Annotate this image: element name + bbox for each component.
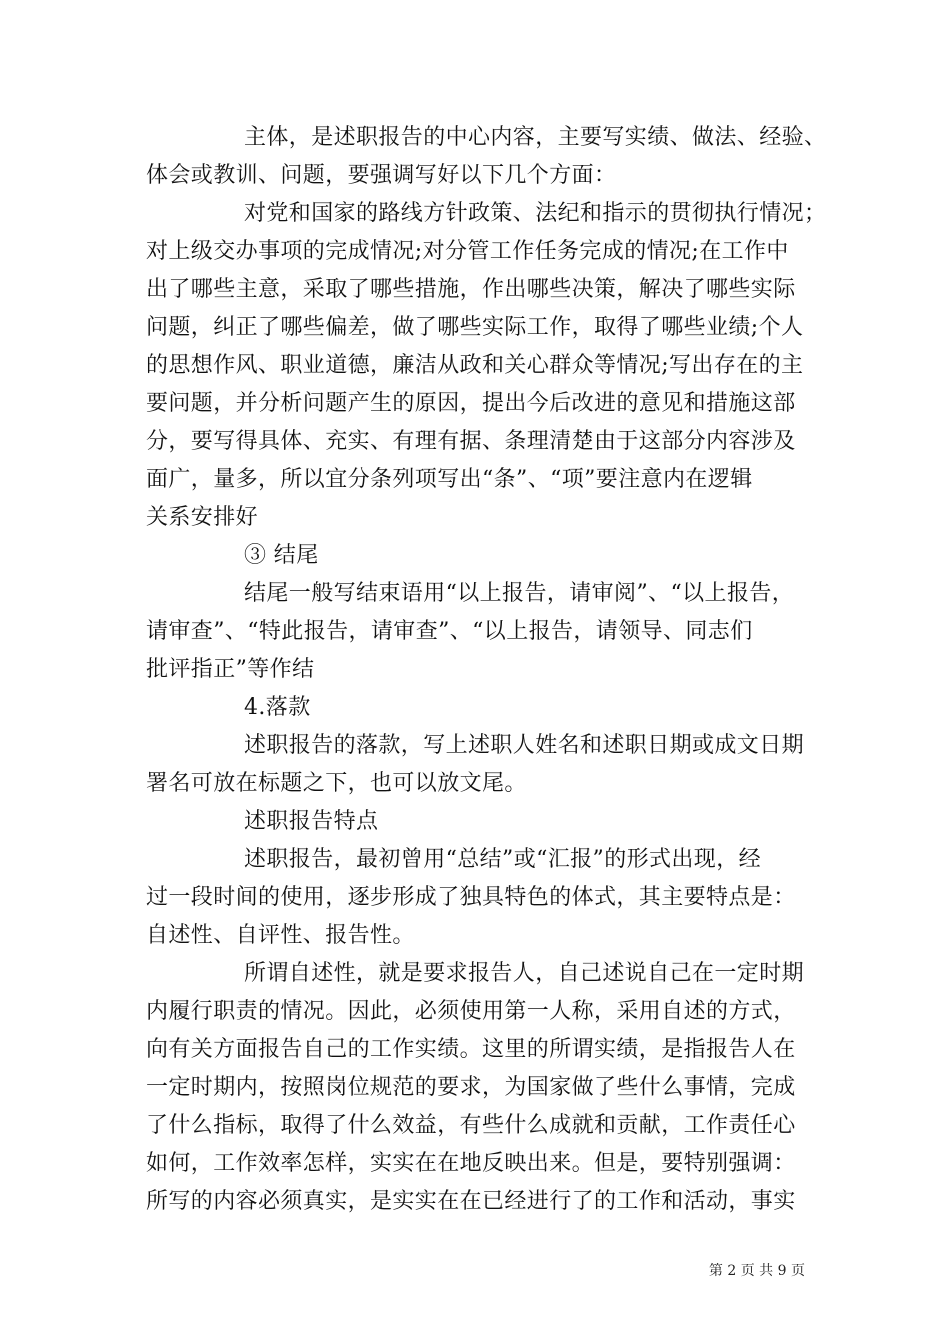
text-line: 体会或教训、问题，要强调写好以下几个方面： [146,163,617,188]
text-line: 一定时期内，按照岗位规范的要求，为国家做了些什么事情，完成 [146,1075,796,1100]
text-line: 出了哪些主意，采取了哪些措施，作出哪些决策，解决了哪些实际 [146,277,796,302]
text-line: 主体，是述职报告的中心内容，主要写实绩、做法、经验、 [244,125,827,150]
section-heading: 述职报告特点 [244,809,379,834]
text-line: 结尾一般写结束语用“以上报告，请审阅”、“以上报告， [244,581,795,606]
text-line: 问题，纠正了哪些偏差，做了哪些实际工作，取得了哪些业绩;个人 [146,315,804,340]
text-line: 对党和国家的路线方针政策、法纪和指示的贯彻执行情况； [244,201,827,226]
text-line: 述职报告的落款，写上述职人姓名和述职日期或成文日期 [244,733,805,758]
text-line: 对上级交办事项的完成情况;对分管工作任务完成的情况;在工作中 [146,239,789,264]
text-line: 了什么指标，取得了什么效益，有些什么成就和贡献，工作责任心 [146,1113,796,1138]
section-heading: 4.落款 [244,695,311,720]
text-line: 如何，工作效率怎样，实实在在地反映出来。但是，要特别强调： [146,1151,796,1176]
text-line: 署名可放在标题之下，也可以放文尾。 [146,771,527,796]
text-line: 述职报告，最初曾用“总结”或“汇报”的形式出现，经 [244,847,761,872]
text-line: 所写的内容必须真实，是实实在在已经进行了的工作和活动，事实 [146,1189,796,1214]
section-heading: ③ 结尾 [244,543,319,568]
text-line: 自述性、自评性、报告性。 [146,923,415,948]
text-line: 批评指正”等作结 [146,657,315,682]
text-line: 的思想作风、职业道德，廉洁从政和关心群众等情况;写出存在的主 [146,353,804,378]
text-line: 要问题，并分析问题产生的原因，提出今后改进的意见和措施这部 [146,391,796,416]
text-line: 所谓自述性，就是要求报告人，自己述说自己在一定时期 [244,961,805,986]
page-number: 第 2 页 共 9 页 [708,1263,805,1279]
text-line: 过一段时间的使用，逐步形成了独具特色的体式，其主要特点是： [146,885,796,910]
text-line: 关系安排好 [146,505,259,530]
text-line: 请审查”、“特此报告，请审查”、“以上报告，请领导、同志们 [146,619,753,644]
text-line: 向有关方面报告自己的工作实绩。这里的所谓实绩，是指报告人在 [146,1037,796,1062]
text-line: 面广，量多，所以宜分条列项写出“条”、“项”要注意内在逻辑 [146,467,753,492]
text-line: 分，要写得具体、充实、有理有据、条理清楚由于这部分内容涉及 [146,429,796,454]
text-line: 内履行职责的情况。因此，必须使用第一人称，采用自述的方式， [146,999,796,1024]
